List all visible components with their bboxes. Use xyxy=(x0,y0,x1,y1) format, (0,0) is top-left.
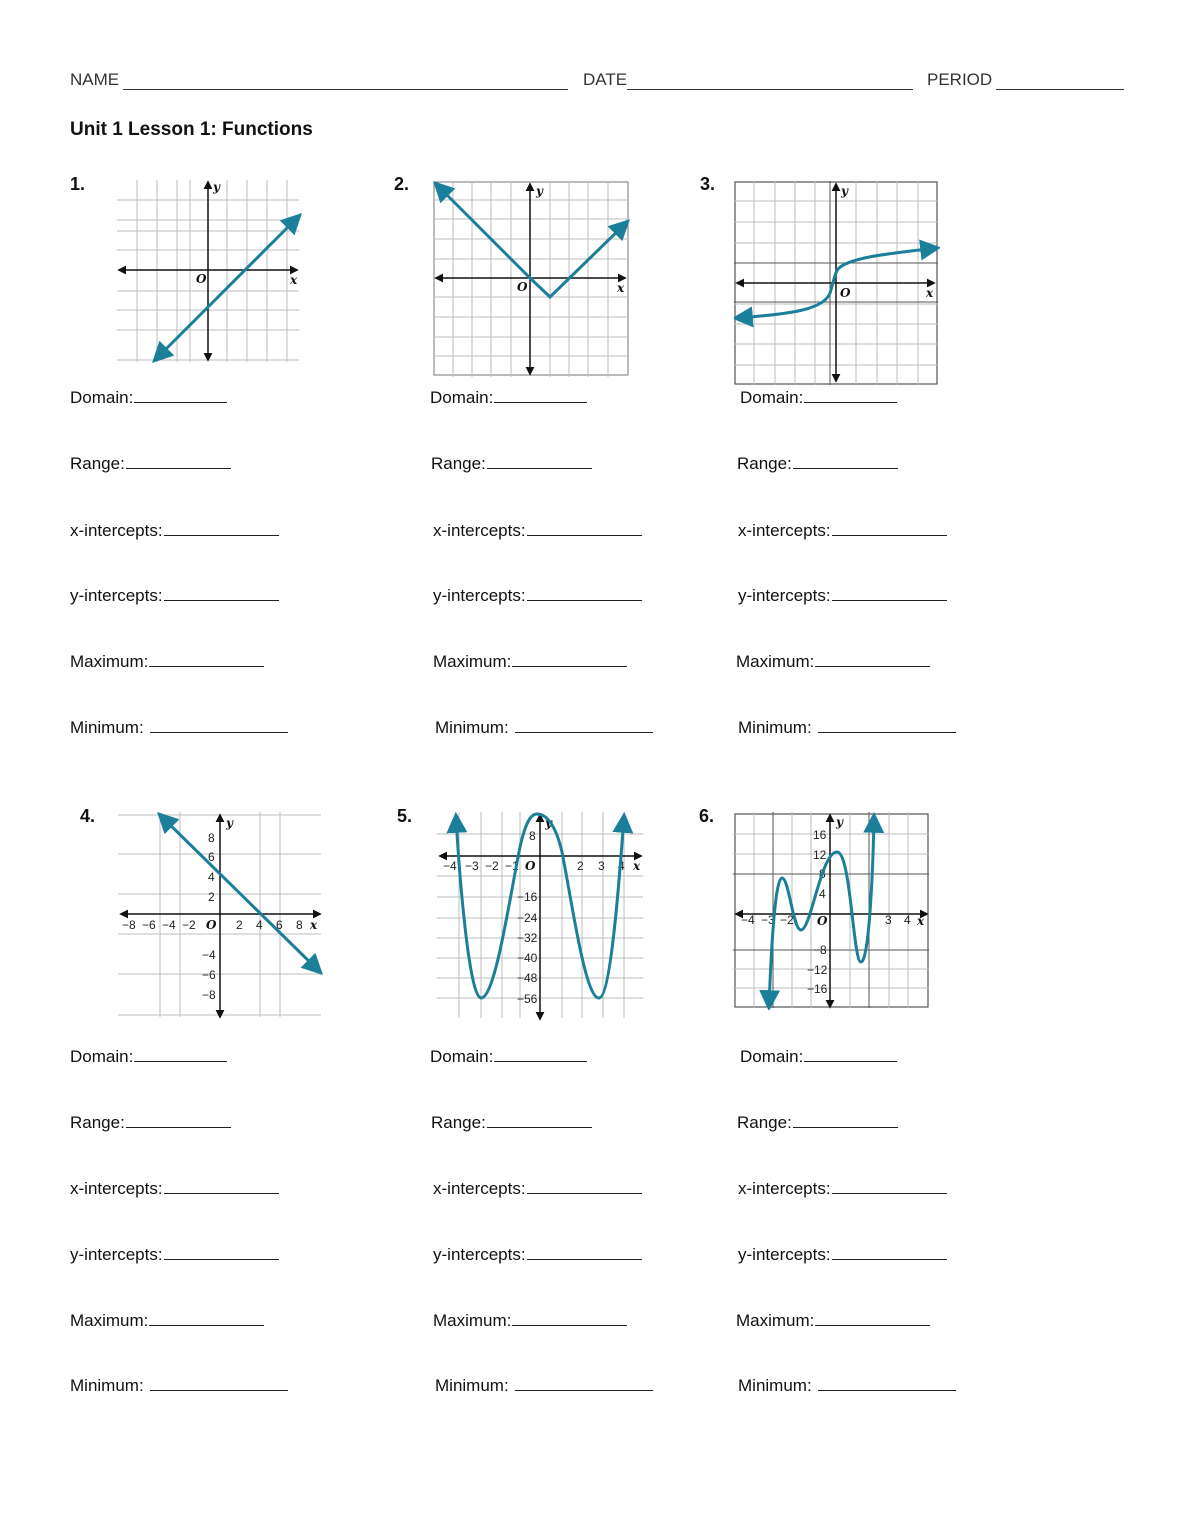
minimum-field[interactable]: Minimum: xyxy=(738,716,956,738)
y-axis-label: y xyxy=(841,184,848,198)
period-label: PERIOD xyxy=(927,70,993,89)
x-tick-label: 3 xyxy=(598,859,605,873)
minimum-field[interactable]: Minimum: xyxy=(435,716,653,738)
y-tick-label: 6 xyxy=(208,850,215,864)
y-tick-label: 4 xyxy=(819,887,826,901)
range-field[interactable]: Range: xyxy=(431,452,592,474)
graph-4 xyxy=(118,812,323,1020)
name-label: NAME xyxy=(70,70,120,89)
domain-field[interactable]: Domain: xyxy=(430,1045,587,1067)
x-axis-label: x xyxy=(917,914,925,928)
x-tick-label: −4 xyxy=(162,918,176,932)
problem-number-6: 6. xyxy=(699,806,715,826)
y-intercepts-field[interactable]: y-intercepts: xyxy=(433,1243,642,1265)
x-intercepts-field[interactable]: x-intercepts: xyxy=(433,519,642,541)
x-axis-label: x xyxy=(926,286,934,300)
graph-1 xyxy=(117,180,302,365)
origin-label: O xyxy=(840,286,851,300)
y-tick-label: −8 xyxy=(202,988,216,1002)
y-tick-label: −24 xyxy=(517,911,538,925)
y-tick-label: −16 xyxy=(517,890,538,904)
y-axis-label: y xyxy=(545,816,552,830)
x-tick-label: −8 xyxy=(122,918,136,932)
problem-number-1: 1. xyxy=(70,174,86,194)
y-tick-label: −16 xyxy=(807,982,828,996)
x-tick-label: 8 xyxy=(296,918,303,932)
x-tick-label: 4 xyxy=(618,859,625,873)
y-tick-label: 12 xyxy=(813,848,827,862)
y-axis-label: y xyxy=(213,180,220,194)
x-tick-label: −2 xyxy=(780,913,794,927)
x-tick-label: −6 xyxy=(142,918,156,932)
origin-label: O xyxy=(196,272,207,286)
y-tick-label: 2 xyxy=(208,890,215,904)
x-tick-label: 4 xyxy=(256,918,263,932)
x-intercepts-field[interactable]: x-intercepts: xyxy=(433,1177,642,1199)
y-intercepts-field[interactable]: y-intercepts: xyxy=(70,584,279,606)
minimum-field[interactable]: Minimum: xyxy=(70,1374,288,1396)
domain-field[interactable]: Domain: xyxy=(740,1045,897,1067)
x-axis-label: x xyxy=(310,918,318,932)
page-title: Unit 1 Lesson 1: Functions xyxy=(70,119,313,140)
name-blank[interactable] xyxy=(123,71,568,90)
problem-number-3: 3. xyxy=(700,174,716,194)
y-tick-label: 16 xyxy=(813,828,827,842)
x-intercepts-field[interactable]: x-intercepts: xyxy=(70,519,279,541)
function-curve xyxy=(436,184,627,297)
maximum-field[interactable]: Maximum: xyxy=(70,1309,264,1331)
range-field[interactable]: Range: xyxy=(431,1111,592,1133)
y-tick-label: 8 xyxy=(208,831,215,845)
minimum-field[interactable]: Minimum: xyxy=(435,1374,653,1396)
domain-field[interactable]: Domain: xyxy=(70,1045,227,1067)
domain-field[interactable]: Domain: xyxy=(430,386,587,408)
graph-6 xyxy=(733,812,931,1010)
problem-number-5: 5. xyxy=(397,806,413,826)
period-blank[interactable] xyxy=(996,71,1124,90)
y-tick-label: −48 xyxy=(517,971,538,985)
x-intercepts-field[interactable]: x-intercepts: xyxy=(70,1177,279,1199)
x-axis-label: x xyxy=(290,273,298,287)
y-axis-label: y xyxy=(836,815,843,829)
y-tick-label: 4 xyxy=(208,870,215,884)
y-tick-label: −4 xyxy=(202,948,216,962)
range-field[interactable]: Range: xyxy=(737,1111,898,1133)
x-tick-label: −3 xyxy=(761,913,775,927)
minimum-field[interactable]: Minimum: xyxy=(738,1374,956,1396)
x-tick-label: −1 xyxy=(505,859,519,873)
x-tick-label: −2 xyxy=(182,918,196,932)
x-tick-label: −4 xyxy=(443,859,457,873)
graph-3 xyxy=(734,181,940,387)
graph-5 xyxy=(437,812,647,1022)
x-intercepts-field[interactable]: x-intercepts: xyxy=(738,519,947,541)
range-field[interactable]: Range: xyxy=(70,452,231,474)
y-tick-label: −8 xyxy=(813,943,827,957)
origin-label: O xyxy=(525,859,536,873)
minimum-field[interactable]: Minimum: xyxy=(70,716,288,738)
x-tick-label: −2 xyxy=(485,859,499,873)
y-intercepts-field[interactable]: y-intercepts: xyxy=(738,1243,947,1265)
x-tick-label: 6 xyxy=(276,918,283,932)
y-axis-label: y xyxy=(536,184,543,198)
y-tick-label: −56 xyxy=(517,992,538,1006)
y-intercepts-field[interactable]: y-intercepts: xyxy=(433,584,642,606)
period-field[interactable] xyxy=(927,70,1124,90)
x-intercepts-field[interactable]: x-intercepts: xyxy=(738,1177,947,1199)
domain-field[interactable]: Domain: xyxy=(740,386,897,408)
maximum-field[interactable]: Maximum: xyxy=(736,1309,930,1331)
date-field[interactable] xyxy=(583,70,913,90)
y-intercepts-field[interactable]: y-intercepts: xyxy=(70,1243,279,1265)
x-axis-label: x xyxy=(617,281,625,295)
domain-field[interactable]: Domain: xyxy=(70,386,227,408)
maximum-field[interactable]: Maximum: xyxy=(433,1309,627,1331)
y-tick-label: −6 xyxy=(202,968,216,982)
y-intercepts-field[interactable]: y-intercepts: xyxy=(738,584,947,606)
x-tick-label: −4 xyxy=(741,913,755,927)
y-tick-label: −32 xyxy=(517,931,538,945)
problem-number-4: 4. xyxy=(80,806,96,826)
origin-label: O xyxy=(206,918,217,932)
date-blank[interactable] xyxy=(627,71,913,90)
name-field[interactable] xyxy=(70,70,568,90)
y-tick-label: −12 xyxy=(807,963,828,977)
y-axis-label: y xyxy=(226,816,233,830)
problem-number-2: 2. xyxy=(394,174,410,194)
origin-label: O xyxy=(817,914,828,928)
grid xyxy=(733,812,929,1008)
y-tick-label: 8 xyxy=(529,829,536,843)
function-curve xyxy=(769,816,874,1007)
x-tick-label: 4 xyxy=(904,913,911,927)
range-field[interactable]: Range: xyxy=(70,1111,231,1133)
origin-label: O xyxy=(517,280,528,294)
x-tick-label: 2 xyxy=(577,859,584,873)
range-field[interactable]: Range: xyxy=(737,452,898,474)
y-tick-label: 8 xyxy=(819,867,826,881)
graph-2 xyxy=(433,181,631,378)
maximum-field[interactable]: Maximum: xyxy=(433,650,627,672)
x-tick-label: 3 xyxy=(885,913,892,927)
maximum-field[interactable]: Maximum: xyxy=(70,650,264,672)
maximum-field[interactable]: Maximum: xyxy=(736,650,930,672)
date-label: DATE xyxy=(583,70,628,89)
y-tick-label: −40 xyxy=(517,951,538,965)
x-tick-label: 2 xyxy=(236,918,243,932)
x-axis-label: x xyxy=(633,859,641,873)
x-tick-label: −3 xyxy=(465,859,479,873)
